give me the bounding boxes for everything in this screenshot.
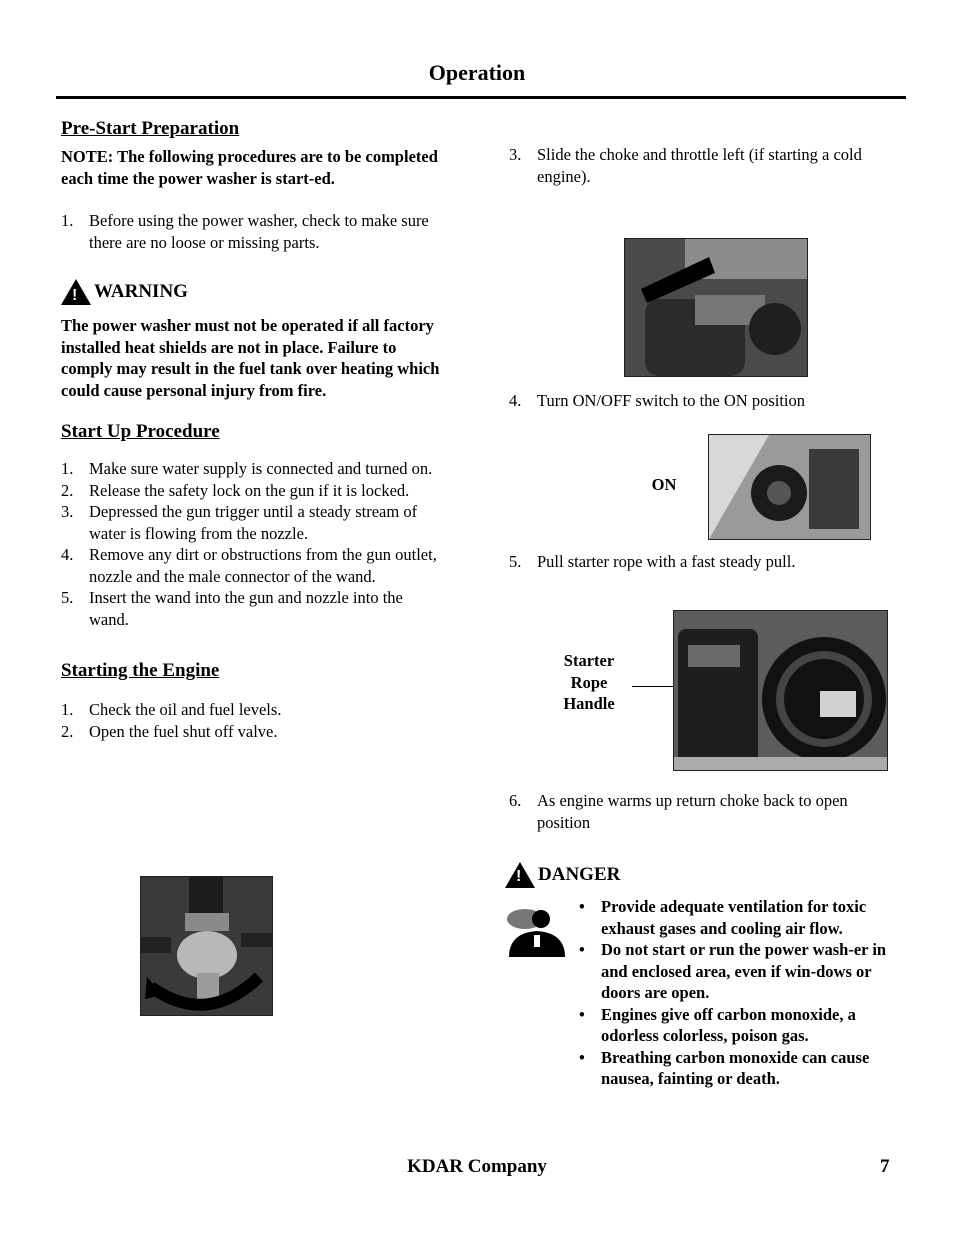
right-step-5: [509, 551, 899, 573]
right-step-4-block: [509, 390, 899, 412]
list-item: 3. Depressed the gun trigger until a steady stream of water is flowing from the nozzle.: [61, 502, 418, 543]
list-item: • Provide adequate ventilation for toxic exhaust gases and cooling air flow.: [573, 896, 895, 939]
starter-rope-handle-label: [552, 650, 626, 715]
label-line: Rope: [570, 672, 608, 692]
list-item: 2. Open the fuel shut off valve.: [61, 721, 278, 741]
warning-triangle-icon: [505, 862, 535, 888]
warning-title: WARNING: [94, 281, 188, 303]
start-up-steps: [61, 458, 441, 630]
right-step-6: [509, 790, 899, 833]
pre-start-note: NOTE: The following procedures are to be completed each time the power washer is start-ed.: [61, 147, 438, 188]
label-line: Starter: [563, 651, 615, 670]
label-line: Handle: [563, 694, 615, 713]
warning-header: [61, 279, 441, 305]
on-label: ON: [651, 475, 677, 494]
toxic-fumes-icon: [505, 905, 569, 957]
page-title: Operation: [428, 60, 526, 85]
list-item: • Do not start or run the power wash-er in and enclosed area, even if win-dows or doors are open.: [573, 939, 895, 1004]
pre-start-heading: Pre-Start Preparation: [61, 118, 240, 139]
list-item: • Breathing carbon monoxide can cause nausea, fainting or death.: [573, 1047, 895, 1090]
fuel-valve-photo: [140, 876, 273, 1016]
right-step-6-block: [509, 790, 899, 833]
list-item: 1. Before using the power washer, check to make sure there are no loose or missing parts.: [61, 211, 429, 252]
warning-text: The power washer must not be operated if all factory installed heat shields are not in place. Failure to comply may result in the fuel tank over heating which could cause personal injury from fire.: [61, 316, 440, 400]
choke-throttle-illustration: [625, 239, 807, 376]
list-item: 1. Check the oil and fuel levels.: [61, 700, 282, 719]
danger-header: [505, 862, 620, 888]
list-item: 4. Turn ON/OFF switch to the ON position: [509, 391, 806, 410]
title-rule: [56, 96, 906, 99]
danger-list: [573, 896, 895, 1090]
right-step-5-block: [509, 551, 899, 573]
list-item: 1. Make sure water supply is connected and turned on.: [61, 459, 433, 478]
on-off-switch-illustration: [709, 435, 870, 539]
danger-title: DANGER: [538, 864, 621, 885]
list-item: 5. Insert the wand into the gun and nozzle into the wand.: [61, 588, 403, 629]
right-step-4: [509, 390, 899, 412]
list-item: 2. Release the safety lock on the gun if it is locked.: [61, 480, 410, 500]
list-item: 4. Remove any dirt or obstructions from the gun outlet, nozzle and the male connector of the wand.: [61, 545, 437, 586]
right-step-3: [509, 144, 899, 187]
start-up-heading: Start Up Procedure: [61, 421, 220, 442]
choke-throttle-photo: [624, 238, 808, 377]
fuel-valve-illustration: [141, 877, 272, 1015]
pre-start-steps: [61, 210, 441, 253]
right-column: [509, 116, 899, 187]
starting-engine-heading: Starting the Engine: [61, 660, 220, 681]
footer-company: KDAR Company: [407, 1156, 547, 1177]
list-item: 5. Pull starter rope with a fast steady pull.: [509, 552, 796, 571]
left-column: [61, 116, 441, 742]
list-item: 3. Slide the choke and throttle left (if starting a cold engine).: [509, 145, 862, 186]
list-item: 6. As engine warms up return choke back to open position: [509, 791, 848, 832]
warning-triangle-icon: [61, 279, 91, 305]
starter-rope-photo: [673, 610, 888, 771]
list-item: • Engines give off carbon monoxide, a odorless colorless, poison gas.: [573, 1004, 895, 1047]
on-off-switch-photo: [708, 434, 871, 540]
page-number: 7: [880, 1156, 890, 1177]
starter-rope-illustration: [674, 611, 887, 770]
starting-engine-steps: [61, 699, 441, 742]
